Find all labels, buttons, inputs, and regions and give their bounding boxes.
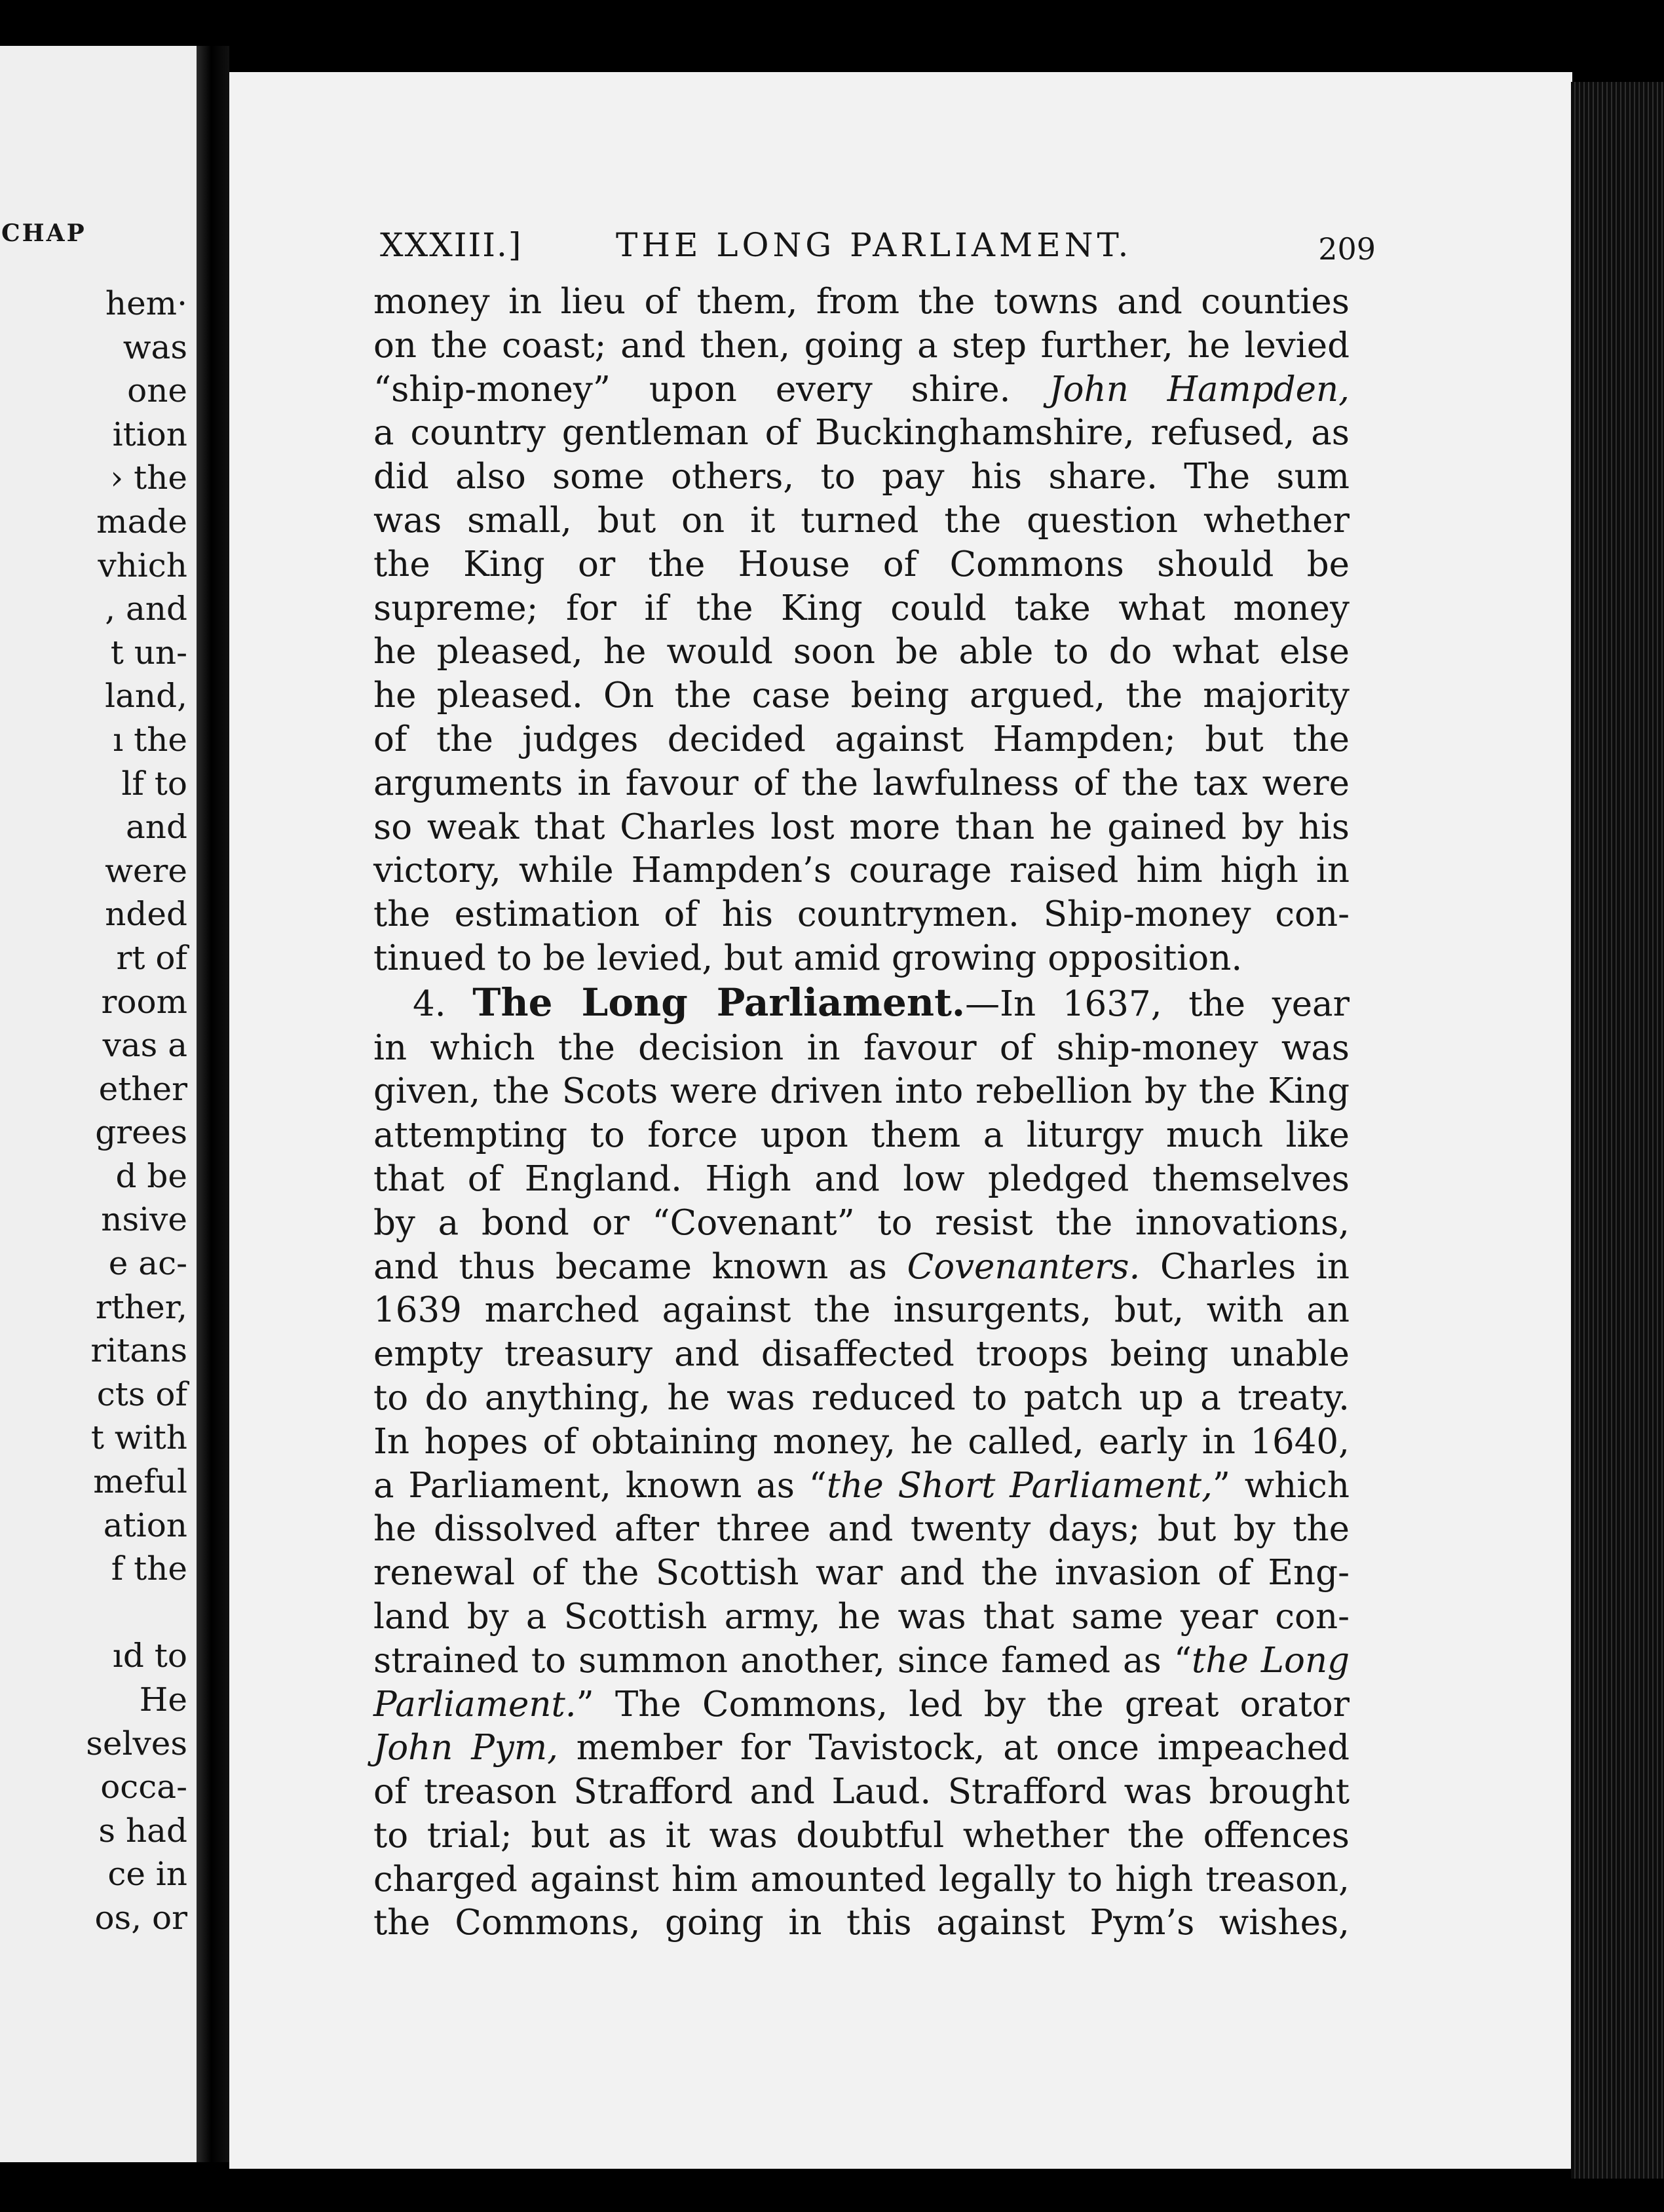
term-short-parliament: the Short Parliament, [826, 1465, 1213, 1506]
left-page-line: land, [105, 677, 187, 715]
text-line [373, 1246, 1350, 1289]
left-page-line: occa- [100, 1768, 187, 1806]
left-page-line: t with [90, 1419, 187, 1457]
left-page-line: ation [103, 1506, 187, 1544]
text-segment: member for Tavistock, at once impeached [576, 1728, 1350, 1768]
text-line: tinued to be levied, but amid growing opposition. [373, 938, 1243, 978]
left-page-line: one [127, 372, 187, 410]
section-heading-line [373, 981, 1350, 1027]
book-gutter [197, 46, 229, 2162]
left-page-line: rther, [95, 1287, 187, 1326]
text-line: the estimation of his countrymen. Ship-money con- [373, 894, 1350, 935]
text-segment: “ship-money” upon every shire. [373, 369, 1011, 410]
text-line: to do anything, he was reduced to patch up a treaty. [373, 1377, 1350, 1418]
text-segment: ” which [1212, 1465, 1350, 1506]
text-line: he pleased. On the case being argued, the majority [373, 676, 1350, 716]
left-page-line: cts of [96, 1375, 187, 1413]
text-line: he dissolved after three and twenty days; but by the [373, 1509, 1350, 1550]
left-page-line: ıd to [112, 1637, 187, 1675]
text-line: was small, but on it turned the question whether [373, 500, 1350, 541]
left-page-line: He [139, 1681, 187, 1719]
text-segment: —In 1637, the year [965, 983, 1350, 1024]
left-page-line [86, 1591, 187, 1635]
left-page-line: selves [86, 1724, 187, 1763]
left-page-line: ether [98, 1069, 187, 1108]
left-page-line: f the [111, 1550, 187, 1588]
term-covenanters: Covenanters. [907, 1246, 1141, 1287]
text-line: of the judges decided against Hampden; but the [373, 719, 1350, 759]
text-line: the Commons, going in this against Pym’s wishes, [373, 1903, 1350, 1943]
left-page-line: rt of [116, 938, 187, 977]
text-line: in which the decision in favour of ship-money was [373, 1027, 1350, 1068]
text-line: the King or the House of Commons should be [373, 544, 1350, 584]
left-page-line: made [96, 502, 187, 541]
left-page-line: vhich [98, 546, 187, 584]
text-line: attempting to force upon them a liturgy much like [373, 1115, 1350, 1156]
body-text [373, 280, 1350, 1945]
left-page-text [86, 282, 187, 1940]
left-page-line: were [105, 851, 187, 890]
section-number: 4. [413, 983, 446, 1024]
text-line: 1639 marched against the insurgents, but, with an [373, 1290, 1350, 1331]
left-page-line: e ac- [108, 1244, 187, 1283]
text-line: a country gentleman of Buckinghamshire, refused, as [373, 413, 1350, 453]
text-line: victory, while Hampden’s courage raised him high in [373, 850, 1350, 891]
text-line [373, 368, 1350, 412]
text-line: given, the Scots were driven into rebellion by the King [373, 1071, 1350, 1112]
left-page-line: was [123, 328, 187, 366]
section-heading: The Long Parliament. [472, 980, 966, 1025]
text-segment: a Parliament, known as “ [373, 1465, 827, 1506]
text-line: by a bond or “Covenant” to resist the innovations, [373, 1202, 1350, 1243]
left-page-line: nsive [101, 1200, 187, 1239]
text-line: did also some others, to pay his share. The sum [373, 457, 1350, 497]
left-page-line: d be [115, 1156, 187, 1195]
left-page-line: ce in [107, 1855, 187, 1894]
text-segment: Charles in [1160, 1246, 1350, 1287]
left-page-line: ritans [90, 1331, 187, 1370]
left-page-line: room [101, 982, 187, 1021]
left-page-line: meful [93, 1462, 187, 1501]
text-line: In hopes of obtaining money, he called, early in 1640, [373, 1421, 1350, 1462]
text-line: so weak that Charles lost more than he gained by his [373, 807, 1350, 847]
left-page-line: t un- [110, 633, 187, 672]
text-segment: strained to summon another, since famed as “ [373, 1640, 1192, 1681]
text-line [373, 1639, 1350, 1683]
page-number: 209 [1318, 231, 1376, 267]
page-edges [1571, 82, 1664, 2179]
text-line: that of England. High and low pledged themselves [373, 1158, 1350, 1199]
text-line: of treason Strafford and Laud. Strafford was brought [373, 1772, 1350, 1812]
left-page-line: and [125, 808, 187, 847]
text-line: on the coast; and then, going a step further, he levied [373, 325, 1350, 366]
left-page-line: ı the [113, 720, 187, 759]
text-line: empty treasury and disaffected troops being unable [373, 1334, 1350, 1375]
left-page-line: nded [105, 895, 187, 934]
person-name-john-hampden: John Hampden, [1049, 369, 1350, 410]
chapter-title: THE LONG PARLIAMENT. [616, 226, 1133, 264]
left-page-line: ition [112, 415, 187, 453]
text-line: supreme; for if the King could take what money [373, 588, 1350, 628]
person-name-john-pym: John Pym, [373, 1728, 558, 1768]
text-segment: ” The Commons, led by the great orator [576, 1684, 1350, 1725]
left-page-header: CHAP [1, 219, 86, 247]
text-segment: and thus became known as [373, 1246, 887, 1287]
text-line [373, 1683, 1350, 1727]
left-facing-page [0, 46, 197, 2162]
left-page-line: vas a [102, 1026, 187, 1065]
running-head [380, 226, 1376, 278]
text-line: arguments in favour of the lawfulness of the tax were [373, 763, 1350, 803]
left-page-line: grees [95, 1113, 187, 1152]
left-page-line: , and [105, 590, 187, 628]
text-line: money in lieu of them, from the towns and counties [373, 282, 1350, 322]
text-line: renewal of the Scottish war and the invasion of Eng- [373, 1553, 1350, 1593]
text-line: to trial; but as it was doubtful whether the offences [373, 1815, 1350, 1856]
text-line: land by a Scottish army, he was that same year con- [373, 1596, 1350, 1637]
chapter-number: XXXIII.] [380, 226, 523, 264]
left-page-line: hem· [105, 284, 187, 322]
left-page-line: › the [110, 459, 187, 497]
left-page-line: os, or [94, 1898, 187, 1937]
text-line: charged against him amounted legally to high treason, [373, 1859, 1350, 1899]
left-page-line: lf to [121, 764, 187, 803]
term-parliament: Parliament. [373, 1684, 577, 1725]
left-page-line: s had [98, 1811, 187, 1850]
term-long-parliament: the Long [1192, 1640, 1350, 1681]
text-line [373, 1464, 1350, 1508]
text-line [373, 1726, 1350, 1770]
text-line: he pleased, he would soon be able to do what else [373, 632, 1350, 672]
